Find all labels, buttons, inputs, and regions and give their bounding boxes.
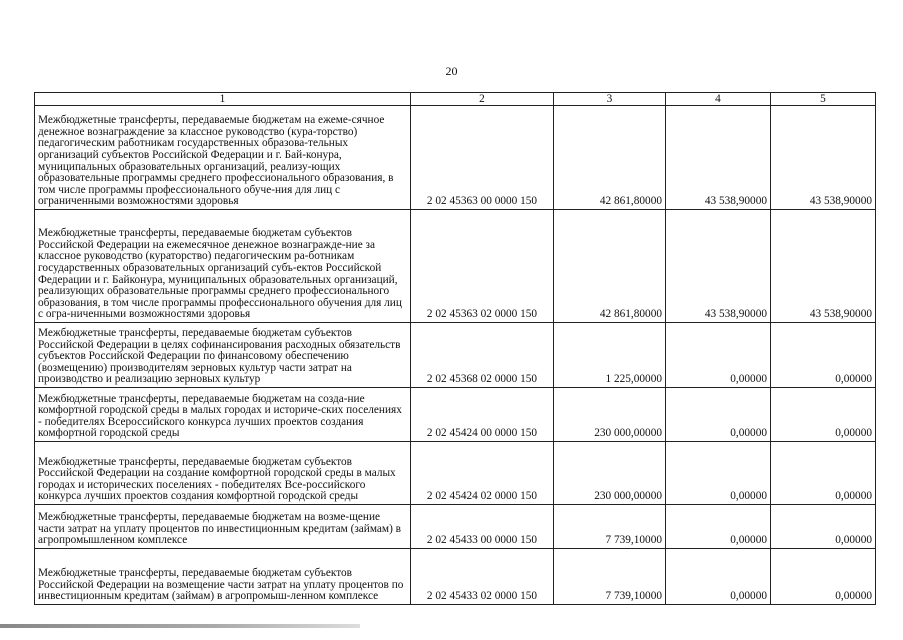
row-value-col4: 0,00000 [666, 388, 771, 442]
column-header-1: 1 [35, 93, 411, 106]
row-name: Межбюджетные трансферты, передаваемые бюджетам на возме-щение части затрат на уплату процентов по инвестиционным кредитам (займам) в агропромышленном комплексе [35, 505, 411, 549]
row-code: 2 02 45424 02 0000 150 [411, 442, 554, 505]
row-name: Межбюджетные трансферты, передаваемые бюджетам субъектов Российской Федерации на ежемесячное денежное вознагражде-ние за классное руководство (кураторство) педагогическим ра-ботникам государственных образовательных организаций субъ-ектов Российской Федерации и г. Байконура, муниципальных образовательных организаций, реализующих образовательные программы среднего профессионального образования, в том числе программы профессионального обучения для лиц с огра-ниченными возможностями здоровья [35, 210, 411, 323]
row-value-col3: 7 739,10000 [554, 505, 666, 549]
table-row [35, 323, 876, 388]
row-name: Межбюджетные трансферты, передаваемые бюджетам субъектов Российской Федерации в целях софинансирования расходных обязательств субъектов Российской Федерации по финансовому обеспечению (возмещению) производителям зерновых культур части затрат на производство и реализацию зерновых культур [35, 323, 411, 388]
row-value-col5: 43 538,90000 [771, 106, 876, 210]
row-value-col4: 43 538,90000 [666, 106, 771, 210]
table-row [35, 442, 876, 505]
table-row [35, 106, 876, 210]
row-name: Межбюджетные трансферты, передаваемые бюджетам на ежеме-сячное денежное вознаграждение за классное руководство (кура-торство) педагогическим работникам государственных образова-тельных организаций субъектов Российской Федерации и г. Бай-конура, муниципальных образовательных организаций, реализу-ющих образовательные программы среднего профессионального образования, в том числе программы профессионального обуче-ния для лиц с ограниченными возможностями здоровья [35, 106, 411, 210]
row-code: 2 02 45363 02 0000 150 [411, 210, 554, 323]
budget-table [34, 92, 876, 605]
row-code: 2 02 45363 00 0000 150 [411, 106, 554, 210]
row-value-col4: 43 538,90000 [666, 210, 771, 323]
row-value-col5: 0,00000 [771, 388, 876, 442]
row-code: 2 02 45368 02 0000 150 [411, 323, 554, 388]
table-row [35, 210, 876, 323]
row-value-col4: 0,00000 [666, 323, 771, 388]
row-value-col3: 42 861,80000 [554, 106, 666, 210]
column-header-4: 4 [666, 93, 771, 106]
row-value-col3: 7 739,10000 [554, 549, 666, 605]
column-header-5: 5 [771, 93, 876, 106]
row-value-col4: 0,00000 [666, 505, 771, 549]
row-value-col5: 0,00000 [771, 442, 876, 505]
column-header-2: 2 [411, 93, 554, 106]
row-name: Межбюджетные трансферты, передаваемые бюджетам на созда-ние комфортной городской среды в малых городах и историче-ских поселениях - победителях Всероссийского конкурса лучших проектов создания комфортной городской среды [35, 388, 411, 442]
row-name: Межбюджетные трансферты, передаваемые бюджетам субъектов Российской Федерации на возмещение части затрат на уплату процентов по инвестиционным кредитам (займам) в агропромыш-ленном комплексе [35, 549, 411, 605]
row-value-col3: 230 000,00000 [554, 442, 666, 505]
column-header-3: 3 [554, 93, 666, 106]
row-value-col3: 42 861,80000 [554, 210, 666, 323]
row-code: 2 02 45424 00 0000 150 [411, 388, 554, 442]
row-value-col4: 0,00000 [666, 442, 771, 505]
table-row [35, 549, 876, 605]
row-name: Межбюджетные трансферты, передаваемые бюджетам субъектов Российской Федерации на создание комфортной городской среды в малых городах и исторических поселениях - победителях Все-российского конкурса лучших проектов создания комфортной городской среды [35, 442, 411, 505]
row-value-col4: 0,00000 [666, 549, 771, 605]
page-number: 20 [445, 64, 458, 78]
row-value-col5: 43 538,90000 [771, 210, 876, 323]
table-header-row [35, 93, 876, 106]
row-value-col5: 0,00000 [771, 549, 876, 605]
row-value-col3: 1 225,00000 [554, 323, 666, 388]
scan-edge-mark [0, 624, 360, 628]
row-value-col5: 0,00000 [771, 505, 876, 549]
row-code: 2 02 45433 02 0000 150 [411, 549, 554, 605]
row-code: 2 02 45433 00 0000 150 [411, 505, 554, 549]
table-row [35, 388, 876, 442]
table-row [35, 505, 876, 549]
row-value-col3: 230 000,00000 [554, 388, 666, 442]
row-value-col5: 0,00000 [771, 323, 876, 388]
